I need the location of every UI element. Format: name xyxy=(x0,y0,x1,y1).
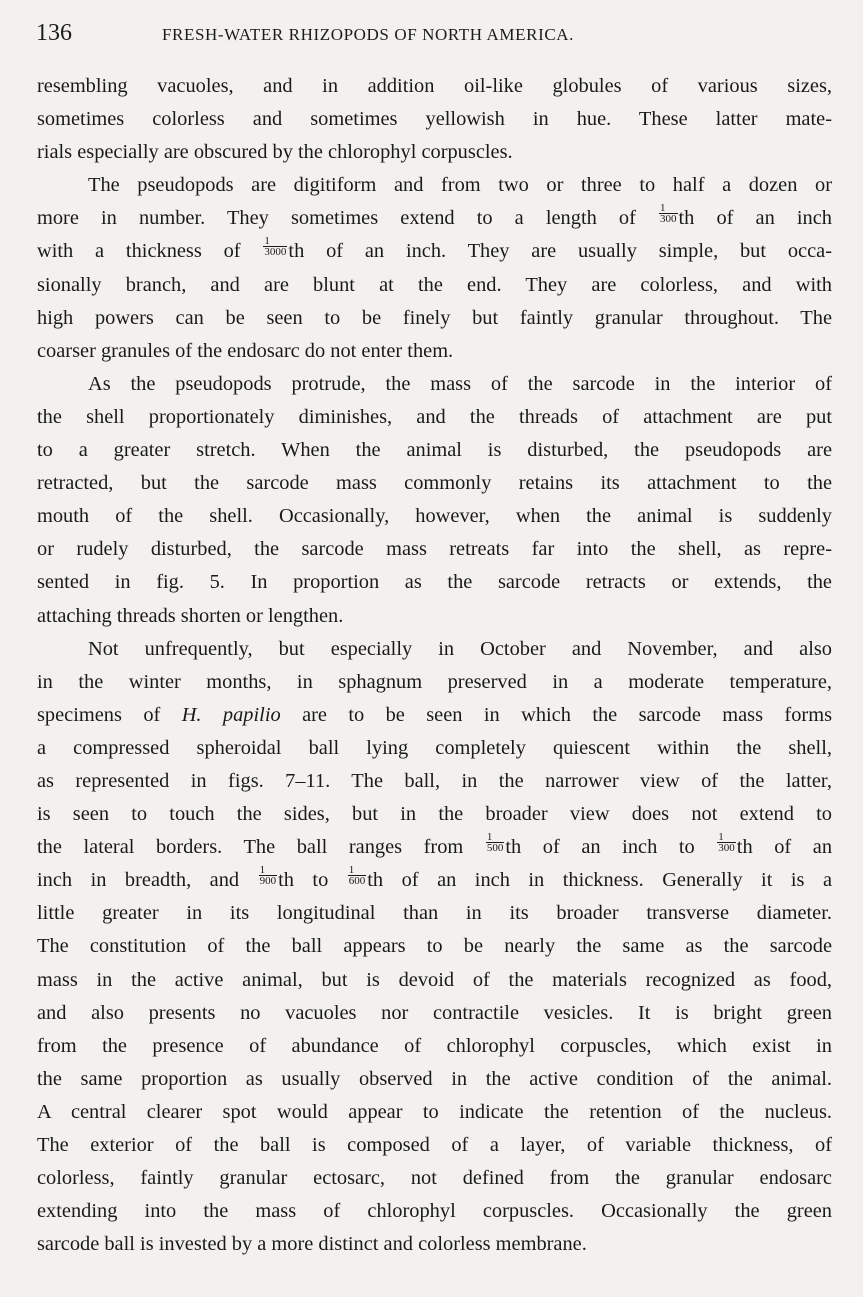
text-line: coarser granules of the endosarc do not enter them. xyxy=(37,339,454,362)
text-line: As the pseudopods protrude, the mass of the sarcode in the interior of xyxy=(88,372,832,395)
text-segment: the lateral borders. The ball ranges from xyxy=(37,836,485,859)
text-line: The exterior of the ball is composed of a layer, of variable thickness, of xyxy=(37,1134,832,1156)
text-line: The pseudopods are digitiform and from two or three to half a dozen or xyxy=(88,174,832,197)
text-segment: th of an inch in thickness. Generally it is a xyxy=(367,869,832,892)
text-line: mass in the active animal, but is devoid of the materials recognized as food, xyxy=(37,968,832,991)
fraction xyxy=(263,236,287,257)
text-line: in the winter months, in sphagnum preserved in a moderate temperature, xyxy=(37,670,832,693)
text-line xyxy=(37,202,832,235)
fraction-numerator: 1 xyxy=(659,203,678,214)
text-line: or rudely disturbed, the sarcode mass retreats far into the shell, as repre- xyxy=(37,538,832,561)
text-line: and also presents no vacuoles nor contractile vesicles. It is bright green xyxy=(37,1001,832,1024)
text-line: to a greater stretch. When the animal is disturbed, the pseudopods are xyxy=(37,439,832,462)
text-line: rials especially are obscured by the chlorophyl corpuscles. xyxy=(37,141,513,164)
fraction xyxy=(717,832,736,853)
fraction-numerator: 1 xyxy=(348,865,367,876)
text-segment: th of an inch to xyxy=(505,836,717,859)
text-line: colorless, faintly granular ectosarc, not defined from the granular endosarc xyxy=(37,1167,832,1190)
text-segment: th of an inch. They are usually simple, but occa- xyxy=(288,240,832,263)
text-segment: are to be seen in which the sarcode mass forms xyxy=(280,703,833,726)
text-segment: inch in breadth, and xyxy=(37,869,258,892)
text-line: little greater in its longitudinal than in its broader transverse diameter. xyxy=(37,902,832,925)
text-segment: with a thickness of xyxy=(37,240,263,263)
text-line: Not unfrequently, but especially in October and November, and also xyxy=(88,637,832,660)
fraction xyxy=(348,865,367,886)
text-line: as represented in figs. 7–11. The ball, in the narrower view of the latter, xyxy=(37,769,832,792)
text-line: extending into the mass of chlorophyl corpuscles. Occasionally the green xyxy=(37,1200,832,1223)
text-line xyxy=(37,831,832,864)
text-segment: more in number. They sometimes extend to a length of xyxy=(37,207,658,230)
fraction xyxy=(486,832,505,853)
text-segment: th of an inch xyxy=(678,207,833,230)
fraction-denominator: 300 xyxy=(660,213,677,226)
fraction-denominator: 900 xyxy=(259,875,277,888)
fraction-denominator: 600 xyxy=(348,875,366,888)
text-line: high powers can be seen to be finely but faintly granular throughout. The xyxy=(37,306,832,329)
text-segment: th of an xyxy=(736,836,833,859)
text-line: sented in fig. 5. In proportion as the sarcode retracts or extends, the xyxy=(37,571,832,594)
text-line: attaching threads shorten or lengthen. xyxy=(37,604,344,627)
text-line: the shell proportionately diminishes, and the threads of attachment are put xyxy=(37,405,832,428)
text-line: sarcode ball is invested by a more distinct and colorless membrane. xyxy=(37,1233,587,1256)
page-number: 136 xyxy=(36,20,72,46)
text-line: from the presence of abundance of chlorophyl corpuscles, which exist in xyxy=(37,1034,832,1057)
text-line: is seen to touch the sides, but in the broader view does not extend to xyxy=(37,803,832,826)
fraction-denominator: 3000 xyxy=(264,246,287,259)
species-name: H. papilio xyxy=(181,703,281,726)
body-text xyxy=(37,70,832,1261)
text-line: resembling vacuoles, and in addition oil-like globules of various sizes, xyxy=(37,75,832,97)
fraction-numerator: 1 xyxy=(486,832,505,843)
text-segment: th to xyxy=(278,869,347,892)
fraction-numerator: 1 xyxy=(259,865,278,876)
running-head: FRESH-WATER RHIZOPODS OF NORTH AMERICA. xyxy=(162,25,575,44)
text-segment: specimens of xyxy=(37,703,182,726)
fraction-numerator: 1 xyxy=(717,832,736,843)
text-line: The constitution of the ball appears to be nearly the same as the sarcode xyxy=(37,935,832,958)
text-line: the same proportion as usually observed in the active condition of the animal. xyxy=(37,1067,832,1090)
text-line: sionally branch, and are blunt at the end. They are colorless, and with xyxy=(37,273,832,296)
fraction-denominator: 300 xyxy=(718,842,735,855)
fraction-denominator: 500 xyxy=(486,842,504,855)
fraction xyxy=(659,203,678,224)
text-line xyxy=(37,699,832,732)
text-line: A central clearer spot would appear to indicate the retention of the nucleus. xyxy=(37,1100,832,1123)
text-line: sometimes colorless and sometimes yellowish in hue. These latter mate- xyxy=(37,108,832,131)
page-header xyxy=(36,18,836,48)
fraction-numerator: 1 xyxy=(263,236,287,247)
fraction xyxy=(259,865,278,886)
text-line: mouth of the shell. Occasionally, however, when the animal is suddenly xyxy=(37,505,832,528)
text-line xyxy=(37,235,832,268)
text-line xyxy=(37,864,832,897)
text-line: retracted, but the sarcode mass commonly retains its attachment to the xyxy=(37,472,832,495)
text-line: a compressed spheroidal ball lying completely quiescent within the shell, xyxy=(37,736,832,759)
